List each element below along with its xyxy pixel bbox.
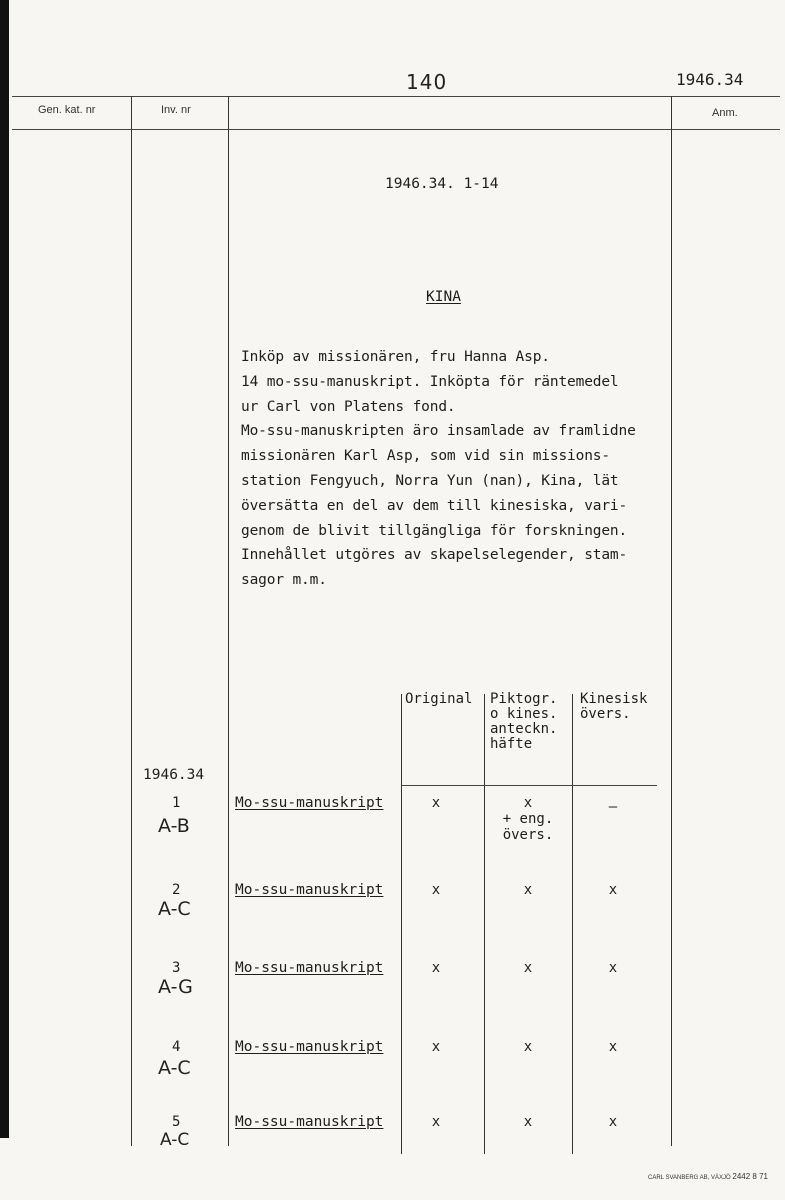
description-line: ur Carl von Platens fond.: [241, 398, 456, 415]
row-title: Mo-ssu-manuskript: [235, 795, 384, 811]
table-row: [0, 960, 785, 1020]
piktogr-mark: x: [523, 1114, 533, 1130]
row-sub-range: A-G: [158, 976, 193, 998]
anm-header: Anm.: [712, 107, 738, 119]
header-bottom-rule: [12, 129, 780, 130]
description-line: översätta en del av dem till kinesiska, vari-: [241, 497, 628, 514]
kinesisk-mark: –: [608, 799, 618, 815]
row-title: Mo-ssu-manuskript: [235, 1039, 384, 1055]
subtable-header-rule: [401, 785, 657, 786]
original-mark: x: [431, 1039, 441, 1055]
row-number: 1: [172, 795, 181, 811]
row-sub-range: A-C: [160, 1130, 190, 1150]
header-top-rule: [12, 96, 780, 97]
kinesisk-mark: x: [608, 882, 618, 898]
original-mark: x: [431, 1114, 441, 1130]
piktogr-mark: x: [523, 1039, 533, 1055]
accession-ref: 1946.34: [676, 70, 744, 89]
kinesisk-mark: x: [608, 1114, 618, 1130]
kinesisk-mark: x: [608, 1039, 618, 1055]
kinesisk-mark: x: [608, 960, 618, 976]
row-number: 2: [172, 882, 181, 898]
inv-header: Inv. nr: [161, 104, 191, 116]
entry-description: [241, 345, 636, 593]
original-mark: x: [431, 795, 441, 811]
description-line: missionären Karl Asp, som vid sin missions-: [241, 448, 610, 465]
row-sub-range: A-C: [158, 898, 191, 920]
piktogr-mark: x: [523, 882, 533, 898]
row-sub-range: A-C: [158, 1057, 191, 1079]
col-original-header: Original: [405, 691, 473, 707]
original-mark: x: [431, 960, 441, 976]
description-line: 14 mo-ssu-manuskript. Inköpta för räntemedel: [241, 373, 619, 390]
piktogr-mark: x: [523, 960, 533, 976]
table-row: [0, 1039, 785, 1099]
description-line: sagor m.m.: [241, 572, 327, 589]
row-number: 4: [172, 1039, 181, 1055]
inventory-group-label: 1946.34: [143, 767, 205, 783]
description-line: station Fengyuch, Norra Yun (nan), Kina, lät: [241, 472, 619, 489]
row-title: Mo-ssu-manuskript: [235, 960, 384, 976]
col-kinesisk-header: Kinesisk övers.: [580, 691, 648, 722]
description-line: Innehållet utgöres av skapelselegender, stam-: [241, 547, 628, 564]
table-row: [0, 795, 785, 855]
description-line: Mo-ssu-manuskripten äro insamlade av framlidne: [241, 423, 636, 440]
row-number: 5: [172, 1114, 181, 1130]
gen-kat-header: Gen. kat. nr: [38, 104, 96, 116]
col-piktogr-header: Piktogr. o kines. anteckn. häfte: [490, 691, 558, 752]
original-mark: x: [431, 882, 441, 898]
country-heading: KINA: [426, 289, 461, 305]
printer-imprint: CARL SVANBERG AB, VÄXJÖ 2442 8 71: [648, 1172, 768, 1181]
row-title: Mo-ssu-manuskript: [235, 1114, 384, 1130]
page-number: 140: [406, 70, 448, 94]
description-line: Inköp av missionären, fru Hanna Asp.: [241, 349, 550, 365]
table-row: [0, 882, 785, 942]
table-row: [0, 1114, 785, 1164]
description-line: genom de blivit tillgängliga för forskningen.: [241, 522, 628, 539]
piktogr-mark: x + eng. övers.: [502, 795, 554, 843]
row-title: Mo-ssu-manuskript: [235, 882, 384, 898]
entry-range: 1946.34. 1-14: [385, 176, 499, 192]
row-sub-range: A-B: [158, 815, 190, 837]
row-number: 3: [172, 960, 181, 976]
